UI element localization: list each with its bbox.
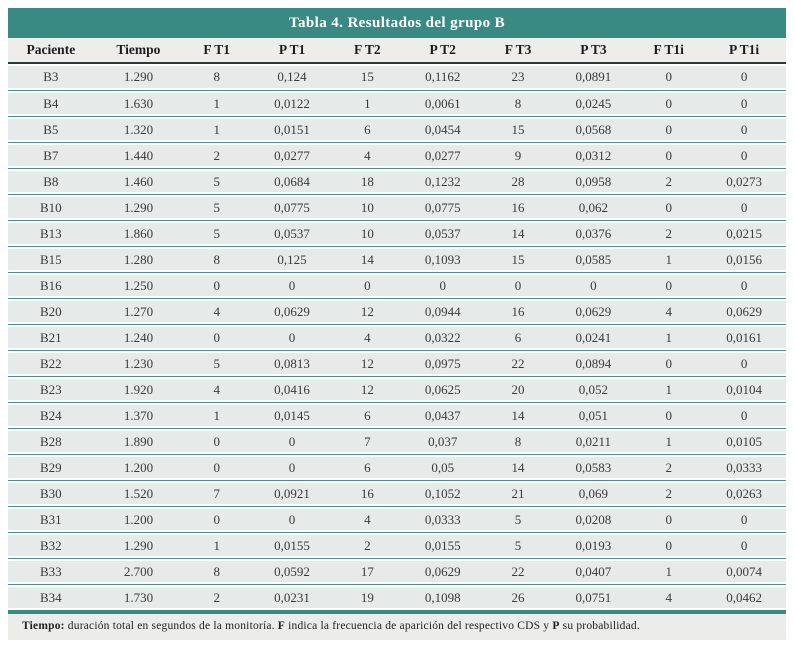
patient-id-cell: B20: [8, 298, 94, 324]
value-cell: 1.630: [94, 90, 184, 116]
value-cell: 0: [702, 272, 786, 298]
value-cell: 0: [485, 272, 552, 298]
value-cell: 1.250: [94, 272, 184, 298]
value-cell: 0,0245: [552, 90, 636, 116]
value-cell: 0: [552, 272, 636, 298]
value-cell: 0,0585: [552, 246, 636, 272]
value-cell: 0,0629: [250, 298, 334, 324]
value-cell: 18: [334, 168, 401, 194]
value-cell: 0: [635, 116, 702, 142]
value-cell: 1.730: [94, 584, 184, 610]
value-cell: 0,0312: [552, 142, 636, 168]
value-cell: 1.860: [94, 220, 184, 246]
value-cell: 14: [485, 220, 552, 246]
patient-id-cell: B34: [8, 584, 94, 610]
value-cell: 1.520: [94, 480, 184, 506]
value-cell: 0: [635, 90, 702, 116]
value-cell: 2.700: [94, 558, 184, 584]
value-cell: 0: [250, 324, 334, 350]
value-cell: 0,0074: [702, 558, 786, 584]
value-cell: 0,05: [401, 454, 485, 480]
value-cell: 1.270: [94, 298, 184, 324]
value-cell: 0,0155: [401, 532, 485, 558]
value-cell: 5: [183, 168, 250, 194]
value-cell: 1: [635, 376, 702, 402]
value-cell: 6: [485, 324, 552, 350]
results-table: [8, 38, 786, 610]
value-cell: 0: [183, 324, 250, 350]
value-cell: 0,0684: [250, 168, 334, 194]
value-cell: 2: [183, 584, 250, 610]
value-cell: 10: [334, 220, 401, 246]
value-cell: 0,0277: [401, 142, 485, 168]
value-cell: 4: [334, 506, 401, 532]
value-cell: 0,0437: [401, 402, 485, 428]
column-header-p-t2: P T2: [401, 38, 485, 64]
value-cell: 2: [635, 168, 702, 194]
value-cell: 22: [485, 558, 552, 584]
value-cell: 0: [702, 90, 786, 116]
value-cell: 0,0376: [552, 220, 636, 246]
table-body: [8, 64, 786, 610]
value-cell: 6: [334, 402, 401, 428]
value-cell: 0,0333: [702, 454, 786, 480]
column-header-p-t3: P T3: [552, 38, 636, 64]
value-cell: 1: [183, 116, 250, 142]
value-cell: 0: [183, 454, 250, 480]
value-cell: 0,1162: [401, 64, 485, 90]
value-cell: 5: [183, 194, 250, 220]
value-cell: 0,1232: [401, 168, 485, 194]
value-cell: 4: [635, 298, 702, 324]
value-cell: 0,125: [250, 246, 334, 272]
value-cell: 0: [702, 116, 786, 142]
table-row: [8, 532, 786, 558]
patient-id-cell: B24: [8, 402, 94, 428]
value-cell: 21: [485, 480, 552, 506]
patient-id-cell: B21: [8, 324, 94, 350]
column-header-p-t1: P T1: [250, 38, 334, 64]
table-row: [8, 558, 786, 584]
value-cell: 1.290: [94, 532, 184, 558]
patient-id-cell: B32: [8, 532, 94, 558]
value-cell: 2: [635, 480, 702, 506]
patient-id-cell: B22: [8, 350, 94, 376]
value-cell: 0,0625: [401, 376, 485, 402]
value-cell: 12: [334, 350, 401, 376]
value-cell: 0,0156: [702, 246, 786, 272]
patient-id-cell: B3: [8, 64, 94, 90]
footnote-term: F: [277, 620, 286, 632]
column-header-f-t2: F T2: [334, 38, 401, 64]
value-cell: 0,0583: [552, 454, 636, 480]
value-cell: 1.290: [94, 194, 184, 220]
value-cell: 19: [334, 584, 401, 610]
value-cell: 0,0894: [552, 350, 636, 376]
value-cell: 1: [183, 402, 250, 428]
table-row: [8, 142, 786, 168]
value-cell: 1.240: [94, 324, 184, 350]
value-cell: 0,062: [552, 194, 636, 220]
table-row: [8, 454, 786, 480]
column-header-f-t3: F T3: [485, 38, 552, 64]
value-cell: 1: [635, 428, 702, 454]
value-cell: 0,037: [401, 428, 485, 454]
column-header-paciente: Paciente: [8, 38, 94, 64]
value-cell: 0: [250, 428, 334, 454]
value-cell: 0: [702, 506, 786, 532]
value-cell: 0,0407: [552, 558, 636, 584]
value-cell: 0,0629: [552, 298, 636, 324]
value-cell: 1: [183, 532, 250, 558]
table-header-row: [8, 38, 786, 64]
value-cell: 22: [485, 350, 552, 376]
value-cell: 0,124: [250, 64, 334, 90]
value-cell: 0,0891: [552, 64, 636, 90]
value-cell: 0: [250, 272, 334, 298]
column-header-p-t1i: P T1i: [702, 38, 786, 64]
value-cell: 14: [485, 454, 552, 480]
value-cell: 8: [485, 90, 552, 116]
table-row: [8, 168, 786, 194]
value-cell: 2: [635, 220, 702, 246]
value-cell: 0: [702, 350, 786, 376]
value-cell: 9: [485, 142, 552, 168]
table-row: [8, 64, 786, 90]
value-cell: 28: [485, 168, 552, 194]
table-row: [8, 116, 786, 142]
value-cell: 17: [334, 558, 401, 584]
value-cell: 7: [334, 428, 401, 454]
value-cell: 4: [635, 584, 702, 610]
value-cell: 0,0215: [702, 220, 786, 246]
table-row: [8, 272, 786, 298]
value-cell: 0: [635, 532, 702, 558]
table-footnote: [8, 614, 786, 640]
footnote-text: indica la frecuencia de aparición del respectivo CDS y: [285, 620, 553, 632]
value-cell: 6: [334, 116, 401, 142]
value-cell: 5: [183, 220, 250, 246]
value-cell: 7: [183, 480, 250, 506]
value-cell: 0: [702, 402, 786, 428]
value-cell: 0: [250, 454, 334, 480]
value-cell: 0: [635, 194, 702, 220]
patient-id-cell: B13: [8, 220, 94, 246]
value-cell: 0,0975: [401, 350, 485, 376]
value-cell: 0,0273: [702, 168, 786, 194]
value-cell: 1.200: [94, 454, 184, 480]
value-cell: 5: [183, 350, 250, 376]
value-cell: 0,0333: [401, 506, 485, 532]
value-cell: 0,0104: [702, 376, 786, 402]
value-cell: 1.200: [94, 506, 184, 532]
value-cell: 8: [183, 558, 250, 584]
patient-id-cell: B23: [8, 376, 94, 402]
value-cell: 0,0151: [250, 116, 334, 142]
value-cell: 0,0277: [250, 142, 334, 168]
value-cell: 0: [183, 428, 250, 454]
value-cell: 16: [485, 194, 552, 220]
value-cell: 0,051: [552, 402, 636, 428]
table-row: [8, 220, 786, 246]
value-cell: 1.280: [94, 246, 184, 272]
patient-id-cell: B8: [8, 168, 94, 194]
value-cell: 0,0193: [552, 532, 636, 558]
value-cell: 0: [635, 402, 702, 428]
value-cell: 4: [183, 298, 250, 324]
value-cell: 8: [183, 64, 250, 90]
value-cell: 0,0921: [250, 480, 334, 506]
value-cell: 0,1052: [401, 480, 485, 506]
value-cell: 8: [183, 246, 250, 272]
table-row: [8, 246, 786, 272]
patient-id-cell: B28: [8, 428, 94, 454]
value-cell: 0,0322: [401, 324, 485, 350]
patient-id-cell: B4: [8, 90, 94, 116]
table-row: [8, 194, 786, 220]
value-cell: 0: [702, 194, 786, 220]
value-cell: 0,0751: [552, 584, 636, 610]
value-cell: 0: [635, 272, 702, 298]
value-cell: 0: [183, 506, 250, 532]
footnote-text: duración total en segundos de la monitoría.: [64, 620, 278, 632]
value-cell: 0,0241: [552, 324, 636, 350]
table-row: [8, 480, 786, 506]
value-cell: 0: [250, 506, 334, 532]
footnote-term: Tiempo:: [22, 620, 65, 632]
value-cell: 16: [485, 298, 552, 324]
value-cell: 1.370: [94, 402, 184, 428]
value-cell: 4: [334, 324, 401, 350]
value-cell: 0,0592: [250, 558, 334, 584]
table-row: [8, 298, 786, 324]
value-cell: 0,0263: [702, 480, 786, 506]
table-row: [8, 506, 786, 532]
value-cell: 0,0462: [702, 584, 786, 610]
footnote-text: su probabilidad.: [559, 620, 640, 632]
value-cell: 0,0416: [250, 376, 334, 402]
table-row: [8, 90, 786, 116]
value-cell: 0,0211: [552, 428, 636, 454]
value-cell: 14: [334, 246, 401, 272]
value-cell: 0,069: [552, 480, 636, 506]
value-cell: 0: [183, 272, 250, 298]
column-header-f-t1: F T1: [183, 38, 250, 64]
value-cell: 0,0161: [702, 324, 786, 350]
value-cell: 0,0944: [401, 298, 485, 324]
table-row: [8, 402, 786, 428]
value-cell: 10: [334, 194, 401, 220]
value-cell: 0,0537: [250, 220, 334, 246]
value-cell: 0,0145: [250, 402, 334, 428]
patient-id-cell: B5: [8, 116, 94, 142]
value-cell: 15: [485, 116, 552, 142]
value-cell: 0: [702, 64, 786, 90]
value-cell: 0,0568: [552, 116, 636, 142]
value-cell: 2: [334, 532, 401, 558]
value-cell: 2: [635, 454, 702, 480]
footnote-term: P: [552, 620, 560, 632]
patient-id-cell: B31: [8, 506, 94, 532]
value-cell: 0,0122: [250, 90, 334, 116]
value-cell: 2: [183, 142, 250, 168]
value-cell: 0: [635, 506, 702, 532]
value-cell: 0,0105: [702, 428, 786, 454]
patient-id-cell: B7: [8, 142, 94, 168]
table-row: [8, 350, 786, 376]
value-cell: 1.890: [94, 428, 184, 454]
value-cell: 0: [635, 64, 702, 90]
value-cell: 0,0208: [552, 506, 636, 532]
value-cell: 1.920: [94, 376, 184, 402]
value-cell: 0,0958: [552, 168, 636, 194]
value-cell: 1.290: [94, 64, 184, 90]
table-title: Tabla 4. Resultados del grupo B: [8, 8, 786, 38]
value-cell: 0,0775: [250, 194, 334, 220]
value-cell: 15: [485, 246, 552, 272]
column-header-tiempo: Tiempo: [94, 38, 184, 64]
value-cell: 0,0155: [250, 532, 334, 558]
value-cell: 0: [635, 350, 702, 376]
value-cell: 0,052: [552, 376, 636, 402]
value-cell: 12: [334, 376, 401, 402]
value-cell: 1.460: [94, 168, 184, 194]
value-cell: 0,1098: [401, 584, 485, 610]
value-cell: 0,0775: [401, 194, 485, 220]
value-cell: 0: [635, 142, 702, 168]
value-cell: 0,0537: [401, 220, 485, 246]
value-cell: 0,0061: [401, 90, 485, 116]
value-cell: 0,1093: [401, 246, 485, 272]
value-cell: 6: [334, 454, 401, 480]
value-cell: 1: [635, 324, 702, 350]
value-cell: 12: [334, 298, 401, 324]
value-cell: 0,0629: [401, 558, 485, 584]
value-cell: 23: [485, 64, 552, 90]
value-cell: 4: [183, 376, 250, 402]
value-cell: 0: [702, 142, 786, 168]
value-cell: 0,0231: [250, 584, 334, 610]
value-cell: 20: [485, 376, 552, 402]
table-row: [8, 376, 786, 402]
value-cell: 1.320: [94, 116, 184, 142]
value-cell: 5: [485, 532, 552, 558]
patient-id-cell: B33: [8, 558, 94, 584]
value-cell: 1: [183, 90, 250, 116]
table-row: [8, 324, 786, 350]
value-cell: 8: [485, 428, 552, 454]
value-cell: 5: [485, 506, 552, 532]
table-row: [8, 584, 786, 610]
patient-id-cell: B16: [8, 272, 94, 298]
value-cell: 4: [334, 142, 401, 168]
value-cell: 0: [401, 272, 485, 298]
value-cell: 14: [485, 402, 552, 428]
value-cell: 0,0629: [702, 298, 786, 324]
value-cell: 0,0813: [250, 350, 334, 376]
value-cell: 1: [635, 246, 702, 272]
table-row: [8, 428, 786, 454]
value-cell: 0: [702, 532, 786, 558]
value-cell: 0,0454: [401, 116, 485, 142]
value-cell: 1: [334, 90, 401, 116]
value-cell: 26: [485, 584, 552, 610]
value-cell: 1.440: [94, 142, 184, 168]
value-cell: 16: [334, 480, 401, 506]
patient-id-cell: B15: [8, 246, 94, 272]
patient-id-cell: B29: [8, 454, 94, 480]
value-cell: 15: [334, 64, 401, 90]
value-cell: 1: [635, 558, 702, 584]
patient-id-cell: B10: [8, 194, 94, 220]
column-header-f-t1i: F T1i: [635, 38, 702, 64]
value-cell: 0: [334, 272, 401, 298]
patient-id-cell: B30: [8, 480, 94, 506]
value-cell: 1.230: [94, 350, 184, 376]
